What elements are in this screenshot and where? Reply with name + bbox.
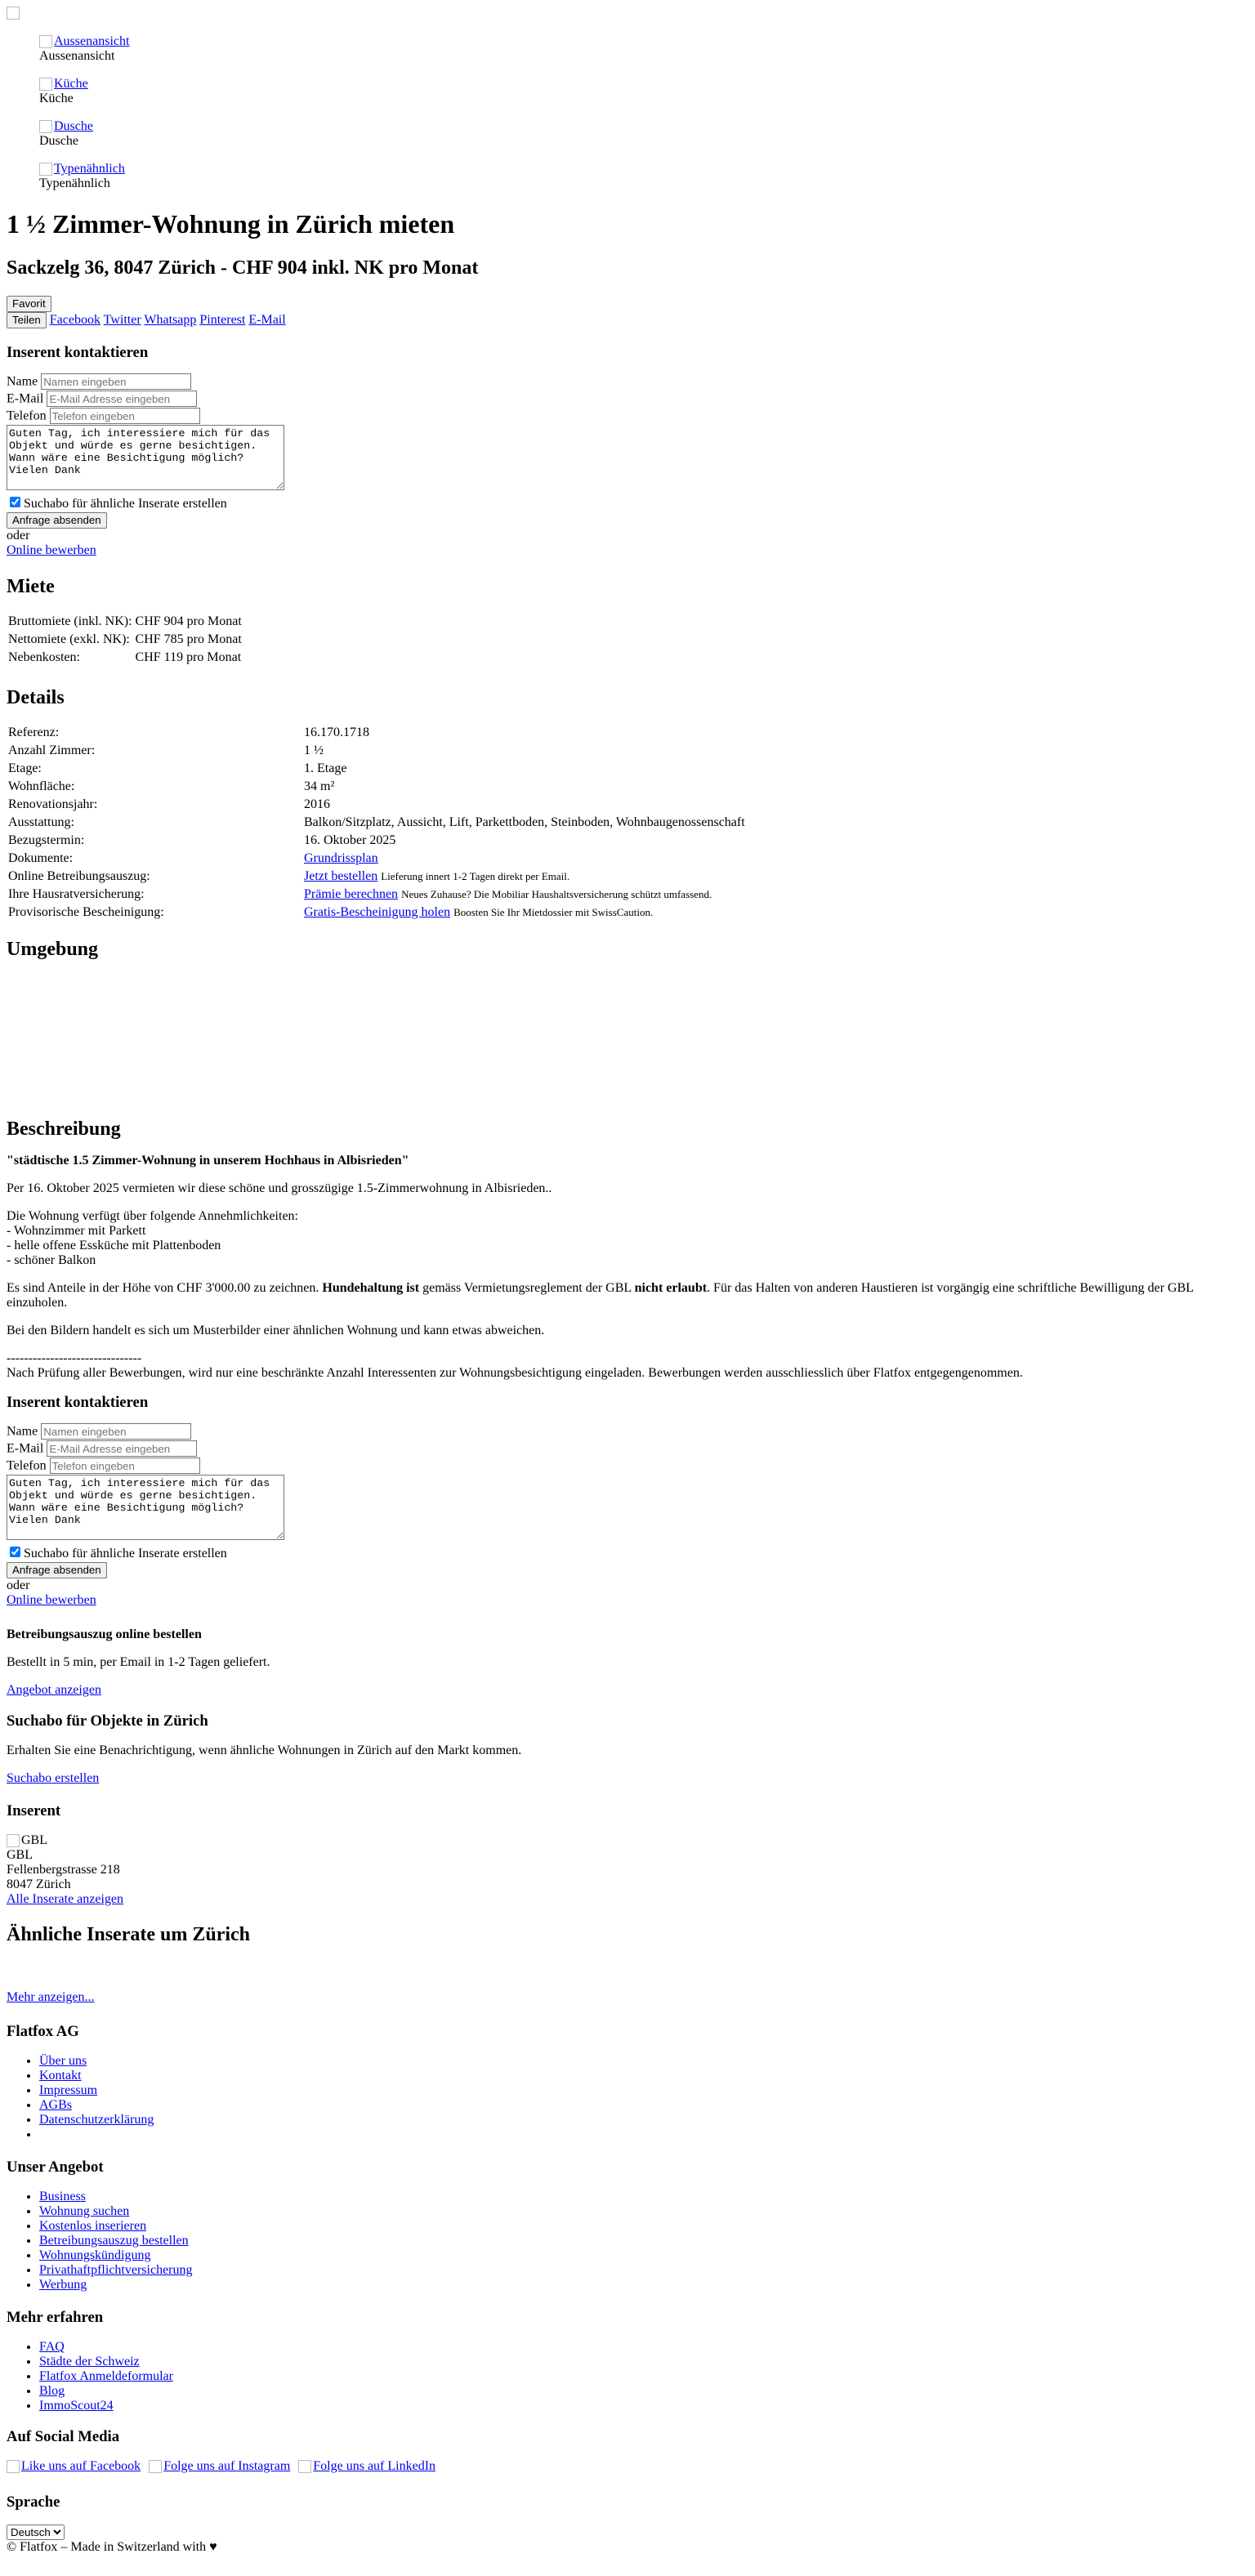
- footer-link-blog[interactable]: Blog: [39, 2384, 65, 2398]
- similar-heading: Ähnliche Inserate um Zürich: [7, 1924, 251, 1945]
- search-alert-promo: Suchabo für Objekte in Zürich Erhalten Sie eine Benachrichtigung, wenn ähnliche Wohnungen in Zürich auf den Markt kommen. Suchabo erstellen: [7, 1712, 522, 1785]
- footer-link-imprint[interactable]: Impressum: [39, 2083, 98, 2097]
- all-listings-link[interactable]: Alle Inserate anzeigen: [7, 1892, 124, 1906]
- share-whatsapp-link[interactable]: Whatsapp: [144, 313, 197, 327]
- footer-link-contact[interactable]: Kontakt: [39, 2069, 82, 2083]
- table-row: Bezugstermin: 16. Oktober 2025: [8, 833, 396, 847]
- gallery-caption: Typenähnlich: [39, 176, 110, 190]
- contact-heading: Inserent kontaktieren: [7, 344, 149, 361]
- show-offer-link[interactable]: Angebot anzeigen: [7, 1683, 101, 1697]
- search-alert-label: Suchabo für ähnliche Inserate erstellen: [24, 497, 227, 511]
- free-certificate-link[interactable]: Gratis-Bescheinigung holen: [304, 905, 451, 919]
- contact-form-bottom: Inserent kontaktieren Name Namen eingeben E-Mail E-Mail Adresse eingeben Telefon Telefon eingeben Guten Tag, ich interessiere mich für das Objekt und würde es gerne besichtigen. Wann wäre eine Besichtigung möglich? Vielen Dank Suchabo für ähnliche Inserate erstellen Anfrage absenden oder Online bewerben: [7, 1394, 415, 1608]
- table-row: Ausstattung: Balkon/Sitzplatz, Aussicht, Lift, Parkettboden, Steinboden, Wohnbaugenossenschaft: [8, 815, 745, 829]
- list-item: - helle offene Essküche mit Plattenboden: [7, 1239, 221, 1252]
- contact-heading: Inserent kontaktieren: [7, 1394, 149, 1411]
- table-row: Anzahl Zimmer: 1 ½: [8, 743, 324, 757]
- footer-link-liability-insurance[interactable]: Privathaftpflichtversicherung: [39, 2263, 193, 2277]
- favorite-button[interactable]: Favorit: [7, 296, 51, 312]
- page-subtitle: Sackzelg 36, 8047 Zürich - CHF 904 inkl. NK pro Monat: [7, 257, 479, 279]
- gallery-caption: Aussenansicht: [39, 49, 115, 63]
- table-row: Ihre Hausratversicherung: Prämie berechnen Neues Zuhause? Die Mobiliar Haushaltsversicherung schützt umfassend.: [8, 887, 712, 901]
- linkedin-link[interactable]: Folge uns auf LinkedIn: [298, 2459, 435, 2473]
- footer-social: Auf Social Media Like uns auf Facebook Folge uns auf Instagram Folge uns auf LinkedIn: [7, 2428, 436, 2473]
- description-lead: "städtische 1.5 Zimmer-Wohnung in unserem Hochhaus in Albisrieden": [7, 1154, 409, 1167]
- footer-offer: Unser Angebot • Business • Wohnung suchen • Kostenlos inserieren • Betreibungsauszug bestellen • Wohnungskündigung • Privathaftpflichtversicherung • Werbung: [7, 2159, 497, 2293]
- email-input[interactable]: [47, 391, 197, 407]
- gallery-link-3[interactable]: Typenähnlich: [39, 162, 125, 176]
- instagram-icon: [149, 2460, 162, 2473]
- name-label: Name: [7, 374, 38, 389]
- copyright-text: © Flatfox – Made in Switzerland with ♥: [7, 2540, 217, 2554]
- footer-language: Sprache Deutsch © Flatfox – Made in Switzerland with ♥: [7, 2493, 497, 2555]
- details-table: [7, 724, 758, 922]
- share-row: [7, 312, 286, 328]
- gallery-caption: Küche: [39, 92, 74, 105]
- page-title: 1 ½ Zimmer-Wohnung in Zürich mieten: [7, 209, 455, 239]
- table-row: Online Betreibungsauszug: Jetzt bestellen Lieferung innert 1-2 Tagen direkt per Email.: [8, 869, 570, 883]
- footer-link-faq[interactable]: FAQ: [39, 2340, 65, 2354]
- advertiser-section: Inserent GBL GBL Fellenbergstrasse 218 8047 Zürich Alle Inserate anzeigen: [7, 1802, 124, 1906]
- advertiser-logo: [7, 1834, 20, 1847]
- list-item: - Wohnzimmer mit Parkett: [7, 1224, 146, 1238]
- gallery-link-2[interactable]: Dusche: [39, 119, 93, 133]
- table-row: Wohnfläche: 34 m²: [8, 779, 335, 793]
- image-icon: [39, 120, 52, 133]
- floor-plan-link[interactable]: Grundrissplan: [304, 851, 378, 865]
- instagram-link[interactable]: Folge uns auf Instagram: [149, 2459, 290, 2473]
- language-select[interactable]: [7, 2525, 65, 2540]
- list-item: [39, 2127, 497, 2142]
- footer-link-debt-extract[interactable]: Betreibungsauszug bestellen: [39, 2234, 189, 2248]
- calculate-premium-link[interactable]: Prämie berechnen: [304, 887, 399, 901]
- email-input[interactable]: [47, 1440, 197, 1457]
- surroundings-heading: Umgebung: [7, 939, 99, 960]
- name-input[interactable]: [41, 373, 191, 390]
- table-row: Bruttomiete (inkl. NK): CHF 904 pro Monat: [8, 614, 242, 628]
- footer-link-free-listing[interactable]: Kostenlos inserieren: [39, 2219, 147, 2233]
- phone-input[interactable]: [50, 1458, 200, 1474]
- footer-company: Flatfox AG • Über uns • Kontakt • Impressum • AGBs • Datenschutzerklärung •: [7, 2023, 497, 2142]
- gallery-link-1[interactable]: Küche: [39, 77, 88, 91]
- table-row: Provisorische Bescheinigung: Gratis-Bescheinigung holen Boosten Sie Ihr Mietdossier mit SwissCaution.: [8, 905, 654, 919]
- order-debt-extract-link[interactable]: Jetzt bestellen: [304, 869, 378, 883]
- logo-image: [7, 7, 20, 20]
- image-icon: [39, 78, 52, 91]
- footer-link-about[interactable]: Über uns: [39, 2054, 87, 2068]
- table-row: Renovationsjahr: 2016: [8, 797, 330, 811]
- phone-label: Telefon: [7, 408, 47, 423]
- debt-extract-promo: Betreibungsauszug online bestellen Bestellt in 5 min, per Email in 1-2 Tagen geliefert. Angebot anzeigen: [7, 1627, 270, 1697]
- message-textarea[interactable]: [7, 425, 284, 490]
- apply-online-link[interactable]: Online bewerben: [7, 543, 96, 557]
- share-pinterest-link[interactable]: Pinterest: [199, 313, 246, 327]
- photo-gallery: [7, 34, 497, 191]
- image-icon: [39, 35, 52, 48]
- phone-input[interactable]: [50, 408, 200, 424]
- linkedin-icon: [298, 2460, 311, 2473]
- search-alert-checkbox[interactable]: [10, 497, 20, 507]
- footer-link-cities[interactable]: Städte der Schweiz: [39, 2355, 140, 2368]
- share-email-link[interactable]: E-Mail: [248, 313, 286, 327]
- footer-link-termination[interactable]: Wohnungskündigung: [39, 2248, 151, 2262]
- table-row: Etage: 1. Etage: [8, 761, 347, 775]
- or-text: oder: [7, 529, 30, 542]
- map-placeholder: [7, 964, 742, 1111]
- footer-link-find-apartment[interactable]: Wohnung suchen: [39, 2204, 130, 2218]
- share-twitter-link[interactable]: Twitter: [103, 313, 141, 327]
- send-request-button[interactable]: Anfrage absenden: [7, 512, 107, 529]
- footer-learn: Mehr erfahren • FAQ • Städte der Schweiz • Flatfox Anmeldeformular • Blog • ImmoScout24: [7, 2309, 497, 2413]
- message-textarea[interactable]: [7, 1475, 284, 1540]
- facebook-icon: [7, 2460, 20, 2473]
- send-request-button[interactable]: Anfrage absenden: [7, 1562, 107, 1578]
- table-row: Dokumente: Grundrissplan: [8, 851, 378, 865]
- gallery-caption: Dusche: [39, 134, 78, 148]
- gallery-link-0[interactable]: Aussenansicht: [39, 34, 129, 48]
- search-alert-checkbox[interactable]: [10, 1547, 20, 1557]
- contact-form: [7, 344, 415, 558]
- image-icon: [39, 163, 52, 176]
- apply-online-link[interactable]: Online bewerben: [7, 1593, 96, 1607]
- footer-link-terms[interactable]: AGBs: [39, 2098, 73, 2112]
- description-heading: Beschreibung: [7, 1118, 121, 1140]
- list-item: - schöner Balkon: [7, 1253, 96, 1267]
- show-more-link[interactable]: Mehr anzeigen...: [7, 1990, 95, 2004]
- rent-heading: Miete: [7, 576, 55, 597]
- footer-link-registration-form[interactable]: Flatfox Anmeldeformular: [39, 2369, 173, 2383]
- rent-table: [7, 613, 243, 667]
- table-row: Nettomiete (exkl. NK): CHF 785 pro Monat: [8, 632, 242, 646]
- table-row: Referenz: 16.170.1718: [8, 725, 369, 739]
- footer-link-business[interactable]: Business: [39, 2190, 86, 2203]
- share-button[interactable]: Teilen: [7, 312, 47, 328]
- email-label: E-Mail: [7, 391, 44, 406]
- footer-link-immoscout[interactable]: ImmoScout24: [39, 2399, 114, 2413]
- facebook-link[interactable]: Like uns auf Facebook: [7, 2459, 141, 2473]
- table-row: Nebenkosten: CHF 119 pro Monat: [8, 650, 242, 664]
- description-body: "städtische 1.5 Zimmer-Wohnung in unserem Hochhaus in Albisrieden" Per 16. Oktober 2025 vermieten wir diese schöne und grosszügige 1.5-Zimmerwohnung in Albisrieden.. Die Wohnung verfügt über folgende Annehmlichkeiten: - Wohnzimmer mit Parkett - helle offene Essküche mit Plattenboden - schöner Balkon Es sind Anteile in der Höhe von CHF 3'000.00 zu zeichnen. Hundehaltung ist gemäss Vermietungsreglement der GBL nicht erlaubt. Für das Halten von anderen Haustieren ist vorgängig eine schriftliche Bewilligung der GBL einzuholen. Bei den Bildern handelt es sich um Musterbilder einer ähnlichen Wohnung und kann etwas abweichen. ------------------------------- Nach Prüfung aller Bewerbungen, wird nur eine beschränkte Anzahl Interessenten zur Wohnungsbesichtigung eingeladen. Bewerbungen werden ausschliesslich über Flatfox entgegengenommen.: [7, 1154, 1232, 1381]
- create-search-alert-link[interactable]: Suchabo erstellen: [7, 1771, 100, 1785]
- details-heading: Details: [7, 687, 65, 708]
- footer-link-privacy[interactable]: Datenschutzerklärung: [39, 2113, 154, 2127]
- footer-link-advertising[interactable]: Werbung: [39, 2278, 87, 2292]
- share-facebook-link[interactable]: Facebook: [49, 313, 100, 327]
- name-input[interactable]: [41, 1423, 191, 1440]
